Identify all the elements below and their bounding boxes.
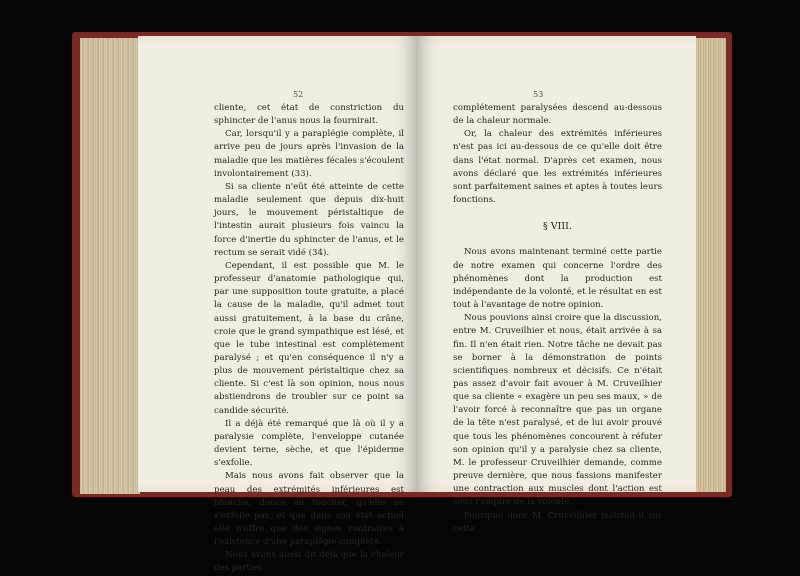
paragraph: Pourquoi donc M. Cruveilhier insistait-il sur cette [453,510,662,534]
paragraph: Nous pouvions ainsi croire que la discussion, entre M. Cruveilhier et nous, était arrivée à sa fin. Il n'en était rien. Notre tâche ne devait pas se borner à la démonstration de points scientifiques nombreux et décisifs. Ce n'était pas assez d'avoir fait avouer à M. Cruveilhier que sa cliente « exagère un peu ses maux, » de l'avoir forcé à reconnaître que pas un organe de la tête n'est paralysé, et de lui avoir prouvé que tous les phénomènes concourent à réfuter son opinion qu'il y a paralysie chez sa cliente, M. le professeur Cruveilhier demande, comme preuve dernière, que nous fassions manifester une contraction aux muscles dont l'action est sous l'empire de la volonté. [453,313,662,508]
paragraph: Nous avons aussi dit déjà que la chaleur des parties [214,550,404,574]
right-page-edges [694,38,726,492]
left-page-text [214,102,404,576]
paragraph: Si sa cliente n'eût été atteinte de cette maladie seulement que depuis dix-huit jours, le mouvement péristaltique de l'intestin aurait plusieurs fois vaincu la force d'inertie du sphincter de l'anus, et le rectum se serait vidé (34). [214,181,404,258]
paragraph: complétement paralysées descend au-dessous de la chaleur normale. [453,103,662,127]
right-page [416,36,696,534]
paragraph: cliente, cet état de constriction du sphincter de l'anus nous la fournirait. [214,103,404,127]
section-heading: § VIII. [543,221,572,233]
paragraph: Car, lorsqu'il y a paraplégie complète, il arrive peu de jours après l'invasion de la maladie que les matières fécales s'écoulent involontairement (33). [214,129,404,179]
paragraph: Il a déjà été remarqué que là où il y a paralysie complète, l'enveloppe cutanée devient terne, sèche, et que l'épiderme s'exfolie. [214,418,404,469]
page-number: 52 [293,90,304,99]
paragraph: Mais nous avons fait observer que la peau des extrémités inférieures est blanche, douce au toucher, qu'elle ne s'exfolie pas, et que dans son état actuel elle n'offre que des signes contraires à l'existence d'une paraplégie complète. [214,471,404,548]
right-page-text [453,102,662,536]
paragraph: Or, la chaleur des extrémités inférieures n'est pas ici au-dessous de ce qu'elle doit être dans l'état normal. D'après cet examen, nous avons déclaré que les extrémités inférieures sont parfaitement saines et aptes à toutes leurs fonctions. [453,129,662,206]
paragraph: Nous avons maintenant terminé cette partie de notre examen qui concerne l'ordre des phénomènes dont la production est indépendante de la volonté, et le résultat en est tout à l'avantage de notre opinion. [453,247,662,311]
page-number: 53 [533,90,544,99]
left-page-edges [80,38,140,494]
left-page [138,36,416,574]
paragraph: Cependant, il est possible que M. le professeur d'anatomie pathologique qui, par une supposition toute gratuite, a placé la cause de la maladie, qu'il admet tout aussi gratuitement, à la base du crâne, croie que le grand sympathique est lésé, et que le tube intestinal est complètement paralysé ; et qu'en conséquence il n'y a plus de mouvement péristaltique chez sa cliente. Si c'est là son opinion, nous nous abstiendrons de troubler sur ce point sa candide sécurité. [214,260,404,416]
